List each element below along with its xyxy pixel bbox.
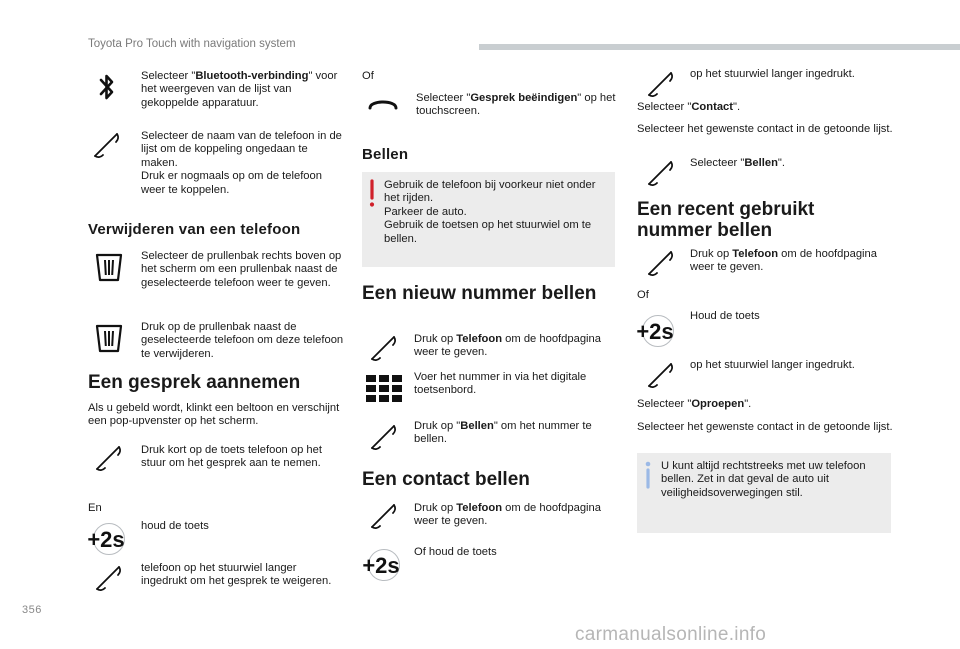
phone-icon xyxy=(646,70,674,98)
hold-key-text: houd de toets xyxy=(141,520,209,532)
remove-phone-heading: Verwijderen van een telefoon xyxy=(88,221,301,238)
phone-icon xyxy=(94,444,122,472)
call-heading: Bellen xyxy=(362,146,409,163)
trash-icon xyxy=(96,324,122,352)
select-desired-text: Selecteer het gewenste contact in de getoonde lijst. xyxy=(637,123,893,135)
info-box xyxy=(637,453,891,533)
phone-icon xyxy=(92,131,120,159)
info-text: U kunt altijd rechtstreeks met uw telefoon bellen. Zet in dat geval de auto uit veiligheidsoverwegingen stil. xyxy=(661,460,866,499)
call-contact-heading: Een contact bellen xyxy=(362,469,530,490)
new-number-step1: Druk op Telefoon om de hoofdpagina weer te geven. xyxy=(414,333,601,359)
trash-step2-text: Druk op de prullenbak naast de geselecteerde telefoon om deze telefoon te verwijderen. xyxy=(141,321,344,360)
contact-step1: Druk op Telefoon om de hoofdpagina weer te geven. xyxy=(414,502,601,528)
end-call-text: Selecteer "Gesprek beëindigen" op het touchscreen. xyxy=(416,92,616,118)
plus-2s-icon xyxy=(85,522,127,556)
plus-2s-icon xyxy=(360,548,402,582)
phone-icon xyxy=(646,361,674,389)
contact-step2: Of houd de toets xyxy=(414,546,497,558)
header-bar xyxy=(479,44,960,50)
phone-icon xyxy=(646,159,674,187)
recent-number-heading: Een recent gebruikt nummer bellen xyxy=(637,199,815,241)
keypad-icon xyxy=(366,375,402,403)
answer-call-heading: Een gesprek aannemen xyxy=(88,372,301,393)
select-calls-text: Selecteer "Oproepen". xyxy=(637,398,752,410)
phone-icon xyxy=(646,249,674,277)
new-number-step3: Druk op "Bellen" om het nummer te bellen. xyxy=(414,420,592,446)
en-text: En xyxy=(88,502,102,514)
phone-icon xyxy=(369,502,397,530)
phone-icon xyxy=(94,564,122,592)
trash-icon xyxy=(96,253,122,281)
bluetooth-icon xyxy=(97,72,117,102)
select-bellen-text: Selecteer "Bellen". xyxy=(690,157,786,169)
select-contact-text: Selecteer "Contact". xyxy=(637,101,741,113)
select-desired-text-2: Selecteer het gewenste contact in de getoonde lijst. xyxy=(637,421,893,433)
header-title: Toyota Pro Touch with navigation system xyxy=(88,38,296,50)
reject-call-text: telefoon op het stuurwiel langer ingedrukt om het gesprek te weigeren. xyxy=(141,562,332,588)
svg-text:+2s: +2s xyxy=(87,527,125,552)
new-number-step2: Voer het nummer in via het digitale toetsenbord. xyxy=(414,371,587,397)
info-icon xyxy=(644,461,652,489)
phone-icon xyxy=(369,423,397,451)
warning-box xyxy=(362,172,615,267)
warning-icon xyxy=(367,180,377,208)
hold-key-text: Houd de toets xyxy=(690,310,760,322)
svg-text:+2s: +2s xyxy=(362,553,400,578)
select-bluetooth-text: Selecteer "Bluetooth-verbinding" voor het weergeven van de lijst van gekoppelde apparatuur. xyxy=(141,70,338,109)
trash-step1-text: Selecteer de prullenbak rechts boven op het scherm om een prullenbak naast de geselecteerde telefoon weer te geven. xyxy=(141,250,342,289)
of-text: Of xyxy=(362,70,374,82)
recent-step1: Druk op Telefoon om de hoofdpagina weer te geven. xyxy=(690,248,877,274)
answer-step-text: Druk kort op de toets telefoon op het stuur om het gesprek aan te nemen. xyxy=(141,444,322,470)
select-phone-text: Selecteer de naam van de telefoon in de lijst om de koppeling ongedaan te maken. Druk er nogmaals op om de telefoon weer te koppelen. xyxy=(141,130,342,196)
warning-text: Gebruik de telefoon bij voorkeur niet onder het rijden. Parkeer de auto. Gebruik de toetsen op het stuurwiel om te bellen. xyxy=(384,179,596,245)
hold-wheel-text-2: op het stuurwiel langer ingedrukt. xyxy=(690,359,855,371)
phone-icon xyxy=(369,334,397,362)
watermark: carmanualsonline.info xyxy=(575,624,767,645)
answer-intro-text: Als u gebeld wordt, klinkt een beltoon en verschijnt een pop-upvenster op het scherm. xyxy=(88,402,340,428)
svg-text:+2s: +2s xyxy=(636,319,674,344)
page-number: 356 xyxy=(22,604,42,616)
new-number-heading: Een nieuw nummer bellen xyxy=(362,283,597,304)
hold-wheel-text: op het stuurwiel langer ingedrukt. xyxy=(690,68,855,80)
hang-up-icon xyxy=(367,97,399,111)
of-text: Of xyxy=(637,289,649,301)
plus-2s-icon xyxy=(634,314,676,348)
